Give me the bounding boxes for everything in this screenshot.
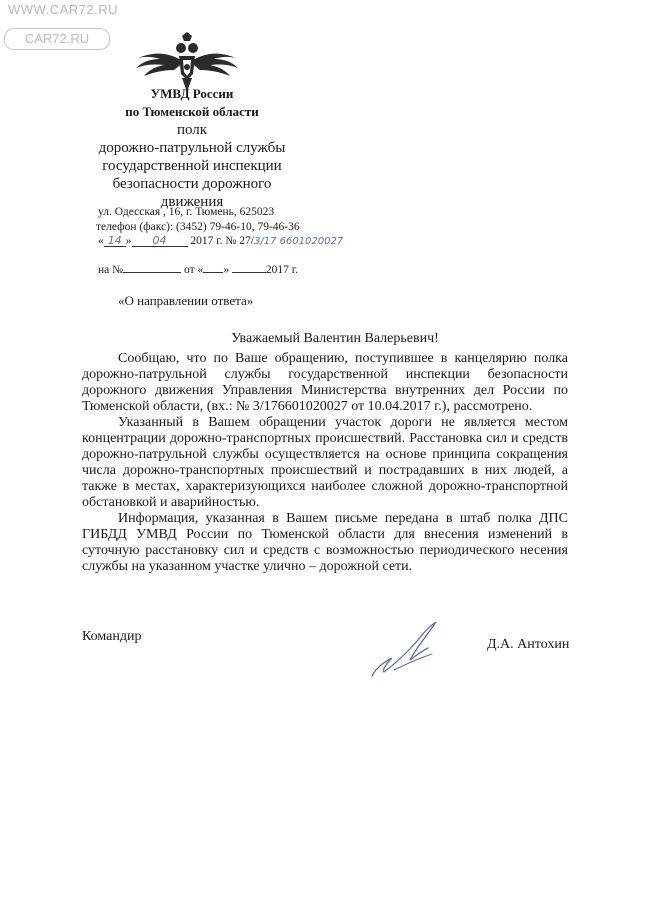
watermark-url: WWW.CAR72.RU [8, 2, 118, 17]
letter-body [82, 351, 568, 575]
reply-to-label: на № [98, 264, 124, 276]
outgoing-year-number: 2017 г. № 27/ [190, 235, 254, 247]
org-region: по Тюменской области [125, 104, 259, 119]
reply-year: 2017 г. [265, 264, 299, 276]
outgoing-day: 14 [107, 234, 122, 247]
reply-from-label: от « [183, 264, 204, 276]
org-unit-line: движения [160, 194, 224, 210]
body-paragraph: Информация, указанная в Вашем письме передана в штаб полка ДПС ГИБДД УМВД России по Тюменской области для внесения изменений в суточную расстановку сил и средств с возможностью периодического несения службы на указанном участке улично – дорожной сети. [82, 511, 568, 574]
mvd-emblem-icon [132, 32, 242, 94]
org-unit-line: полк [176, 122, 208, 138]
outgoing-number-line [98, 234, 343, 247]
watermark-badge [4, 28, 110, 50]
org-unit-line: государственной инспекции [102, 158, 282, 174]
org-address: ул. Одесская , 16, г. Тюмень, 625023 [98, 206, 275, 218]
letter-subject: «О направлении ответа» [118, 293, 254, 308]
reply-from-close: » [223, 264, 229, 276]
signatory-name: Д.А. Антохин [487, 637, 570, 652]
salutation: Уважаемый Валентин Валерьевич! [231, 331, 439, 346]
reply-to-line [98, 260, 298, 276]
handwritten-signature-icon [366, 618, 446, 680]
org-unit-line: дорожно-патрульной службы [98, 140, 286, 156]
quote-close: » [125, 235, 132, 247]
outgoing-month: 04 [152, 234, 167, 247]
signatory-title: Командир [82, 629, 142, 644]
watermark-badge-text: CAR72.RU [24, 31, 90, 46]
quote-open: « [98, 235, 104, 247]
org-title: УМВД России [150, 86, 234, 101]
org-unit-line: безопасности дорожного [112, 176, 272, 192]
org-unit [74, 121, 310, 211]
body-paragraph: Указанный в Вашем обращении участок дороги не является местом концентрации дорожно-транспортных происшествий. Расстановка сил и средств дорожно-патрульной службы осуществляется на основе принципа сокращения числа дорожно-транспортных происшествий и пострадавших в них людей, а также в местах, характеризующихся наиболее сложной дорожно-транспортной обстановкой и аварийностью. [82, 415, 568, 510]
org-phone: телефон (факс): (3452) 79-46-10, 79-46-36 [96, 221, 300, 233]
body-paragraph: Сообщаю, что по Ваше обращению, поступившее в канцелярию полка дорожно-патрульной службы государственной инспекции безопасности дорожного движения Управления Министерства внутренних дел России по Тюменской области, (вх.: № 3/176601020027 от 10.04.2017 г.), рассмотрено. [82, 351, 568, 414]
outgoing-registration: 3/17 6601020027 [253, 236, 344, 247]
